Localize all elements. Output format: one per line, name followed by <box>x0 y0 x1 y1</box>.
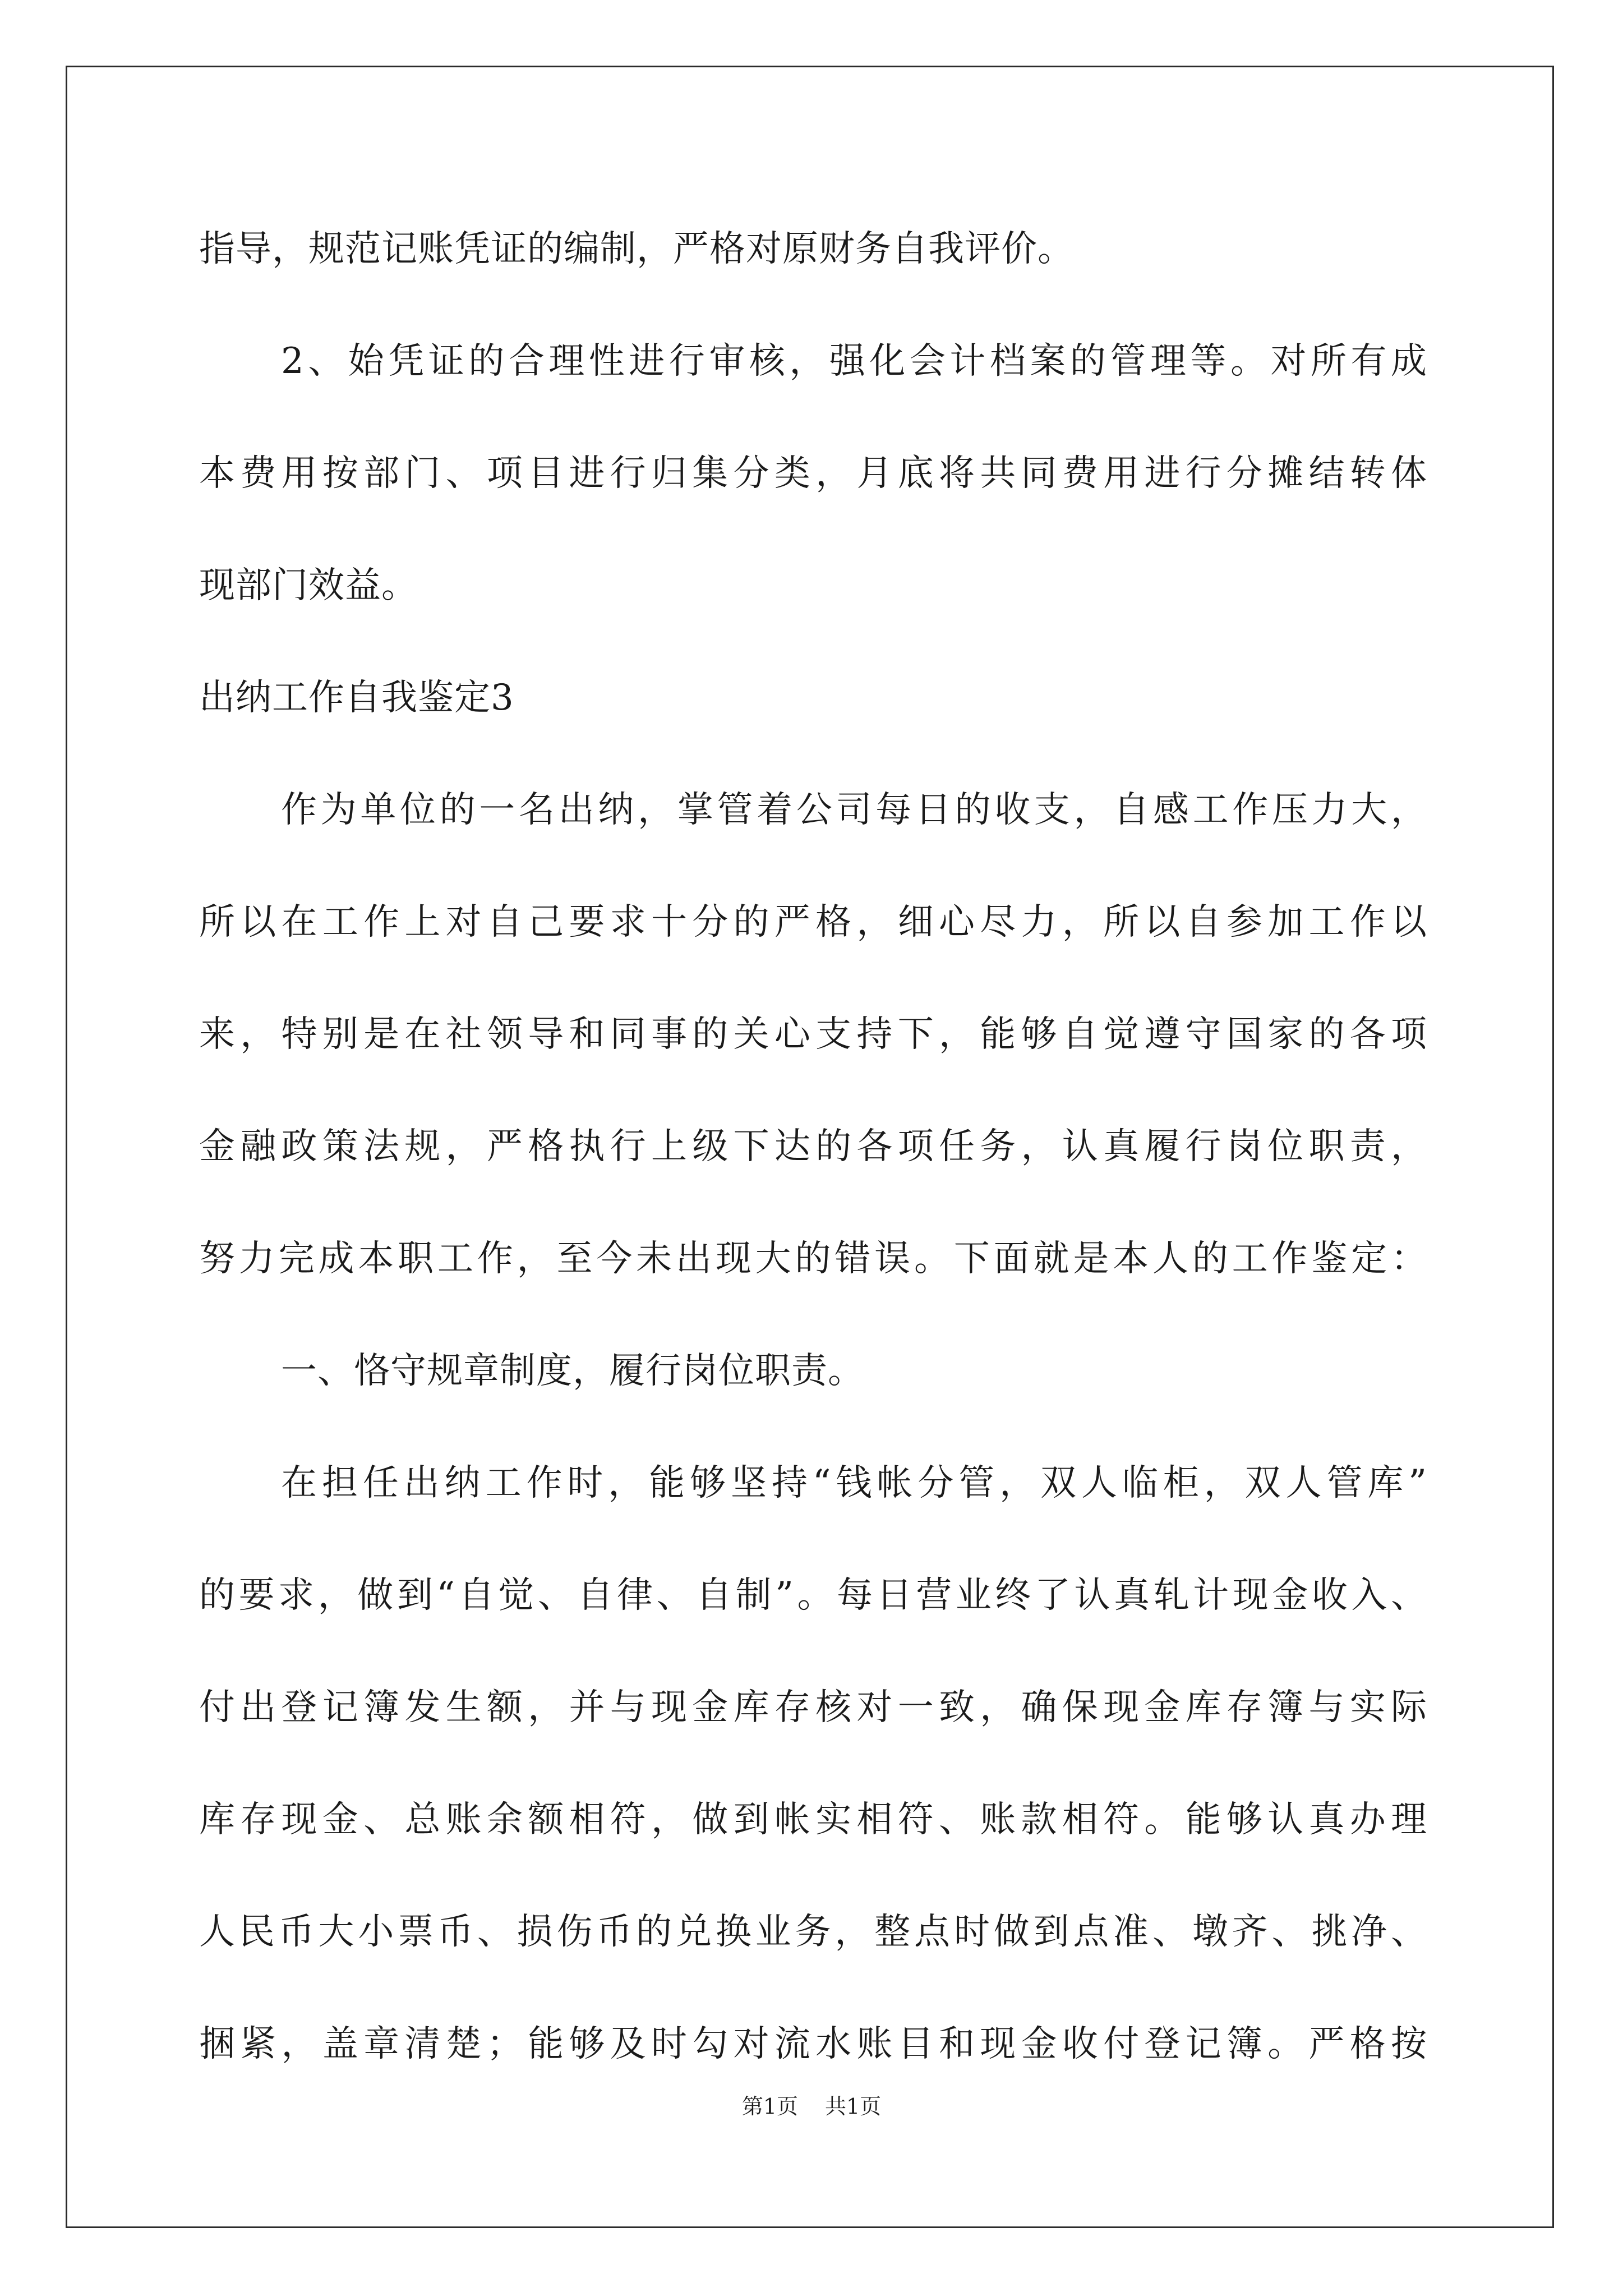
text-line: 本费用按部门、项目进行归集分类，月底将共同费用进行分摊结转体 <box>199 453 1427 494</box>
text-line: 捆紧，盖章清楚；能够及时勾对流水账目和现金收付登记簿。严格按 <box>199 2023 1427 2065</box>
text-line: 努力完成本职工作，至今未出现大的错误。下面就是本人的工作鉴定： <box>199 1238 1427 1280</box>
text-line: 来，特别是在社领导和同事的关心支持下，能够自觉遵守国家的各项 <box>199 1014 1427 1055</box>
text-line: 付出登记簿发生额，并与现金库存核对一致，确保现金库存簿与实际 <box>199 1687 1427 1728</box>
text-line: 指导，规范记账凭证的编制，严格对原财务自我评价。 <box>199 228 1074 270</box>
text-line: 的要求，做到“自觉、自律、自制”。每日营业终了认真轧计现金收入、 <box>199 1575 1427 1616</box>
page-total: 共1页 <box>825 2094 882 2119</box>
text-line: 作为单位的一名出纳，掌管着公司每日的收支，自感工作压力大， <box>281 789 1427 831</box>
text-line: 金融政策法规，严格执行上级下达的各项任务，认真履行岗位职责， <box>199 1126 1427 1167</box>
text-line: 在担任出纳工作时，能够坚持“钱帐分管，双人临柜，双人管库” <box>281 1462 1427 1504</box>
page-footer <box>0 2092 1623 2120</box>
text-line: 现部门效益。 <box>199 565 418 606</box>
text-line: 库存现金、总账余额相符，做到帐实相符、账款相符。能够认真办理 <box>199 1799 1427 1841</box>
subsection-heading: 一、恪守规章制度，履行岗位职责。 <box>281 1350 864 1392</box>
page-number: 第1页 <box>741 2094 798 2119</box>
text-line: 所以在工作上对自己要求十分的严格，细心尽力，所以自参加工作以 <box>199 901 1427 943</box>
section-heading: 出纳工作自我鉴定3 <box>199 677 514 719</box>
text-line: 人民币大小票币、损伤币的兑换业务，整点时做到点准、墩齐、挑净、 <box>199 1911 1427 1953</box>
text-line: 2、始凭证的合理性进行审核，强化会计档案的管理等。对所有成 <box>281 341 1427 382</box>
